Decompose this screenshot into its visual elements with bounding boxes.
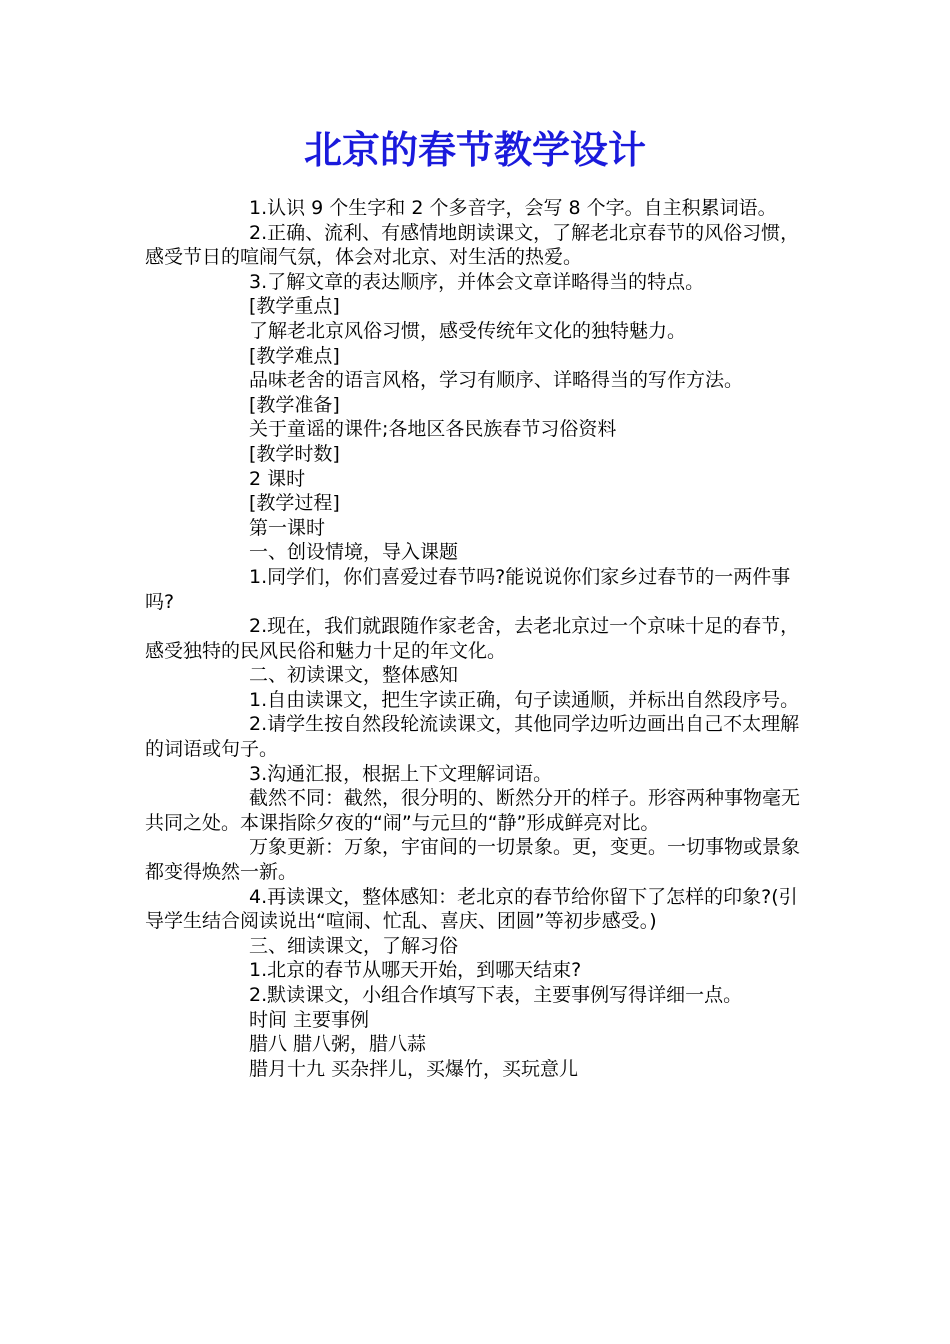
objective-1: 1.认识 9 个生字和 2 个多音字，会写 8 个字。自主积累词语。 [249, 197, 777, 219]
objective-3: 3.了解文章的表达顺序，并体会文章详略得当的特点。 [249, 270, 705, 293]
heading-preparation: [教学准备] [249, 393, 340, 416]
heading-key-points: [教学重点] [249, 295, 340, 318]
section-two-item-1: 1.自由读课文，把生字读正确，句子读通顺，并标出自然段序号。 [249, 688, 800, 711]
vocab-wanxiang: 万象更新：万象，宇宙间的一切景象。更，变更。一切事物或景象都变得焕然一新。 [145, 836, 801, 884]
section-two-heading: 二、初读课文，整体感知 [249, 664, 459, 687]
key-points-text: 了解老北京风俗习惯，感受传统年文化的独特魅力。 [249, 319, 687, 342]
section-two-item-3: 3.沟通汇报，根据上下文理解词语。 [249, 762, 553, 785]
section-one-item-1: 1.同学们，你们喜爱过春节吗?能说说你们家乡过春节的一两件事吗? [145, 565, 791, 613]
section-two-item-4: 4.再读课文，整体感知：老北京的春节给你留下了怎样的印象?(引导学生结合阅读说出“喧闹、忙乱、喜庆、团圆”等初步感受。) [145, 885, 798, 933]
heading-hours: [教学时数] [249, 442, 340, 465]
lesson-one-heading: 第一课时 [249, 516, 326, 539]
objective-2: 2.正确、流利、有感情地朗读课文，了解老北京春节的风俗习惯，感受节日的喧闹气氛，体会对北京、对生活的热爱。 [145, 221, 800, 269]
vocab-jieran: 截然不同：截然，很分明的、断然分开的样子。形容两种事物毫无共同之处。本课指除夕夜的“闹”与元旦的“静”形成鲜亮对比。 [145, 787, 801, 834]
heading-difficulties: [教学难点] [249, 344, 340, 367]
section-three-heading: 三、细读课文，了解习俗 [249, 934, 459, 957]
document-title: 北京的春节教学设计 [303, 128, 646, 172]
section-two-item-2: 2.请学生按自然段轮流读课文，其他同学边听边画出自己不太理解的词语或句子。 [145, 713, 800, 761]
difficulties-text: 品味老舍的语言风格，学习有顺序、详略得当的写作方法。 [249, 369, 744, 392]
section-one-heading: 一、创设情境，导入课题 [249, 541, 459, 564]
section-three-item-1: 1.北京的春节从哪天开始，到哪天结束? [249, 959, 582, 982]
section-three-item-2: 2.默读课文，小组合作填写下表，主要事例写得详细一点。 [249, 984, 743, 1006]
preparation-text: 关于童谣的课件;各地区各民族春节习俗资料 [249, 418, 617, 441]
hours-text: 2 课时 [249, 467, 306, 490]
document-body [145, 196, 810, 1081]
heading-process: [教学过程] [249, 492, 340, 515]
table-row-layue-19: 腊月十九 买杂拌儿，买爆竹，买玩意儿 [249, 1057, 579, 1080]
section-one-item-2: 2.现在，我们就跟随作家老舍，去老北京过一个京味十足的春节，感受独特的民风民俗和魅力十足的年文化。 [145, 615, 800, 662]
table-row-laba: 腊八 腊八粥，腊八蒜 [249, 1033, 427, 1056]
table-header: 时间 主要事例 [249, 1008, 370, 1031]
